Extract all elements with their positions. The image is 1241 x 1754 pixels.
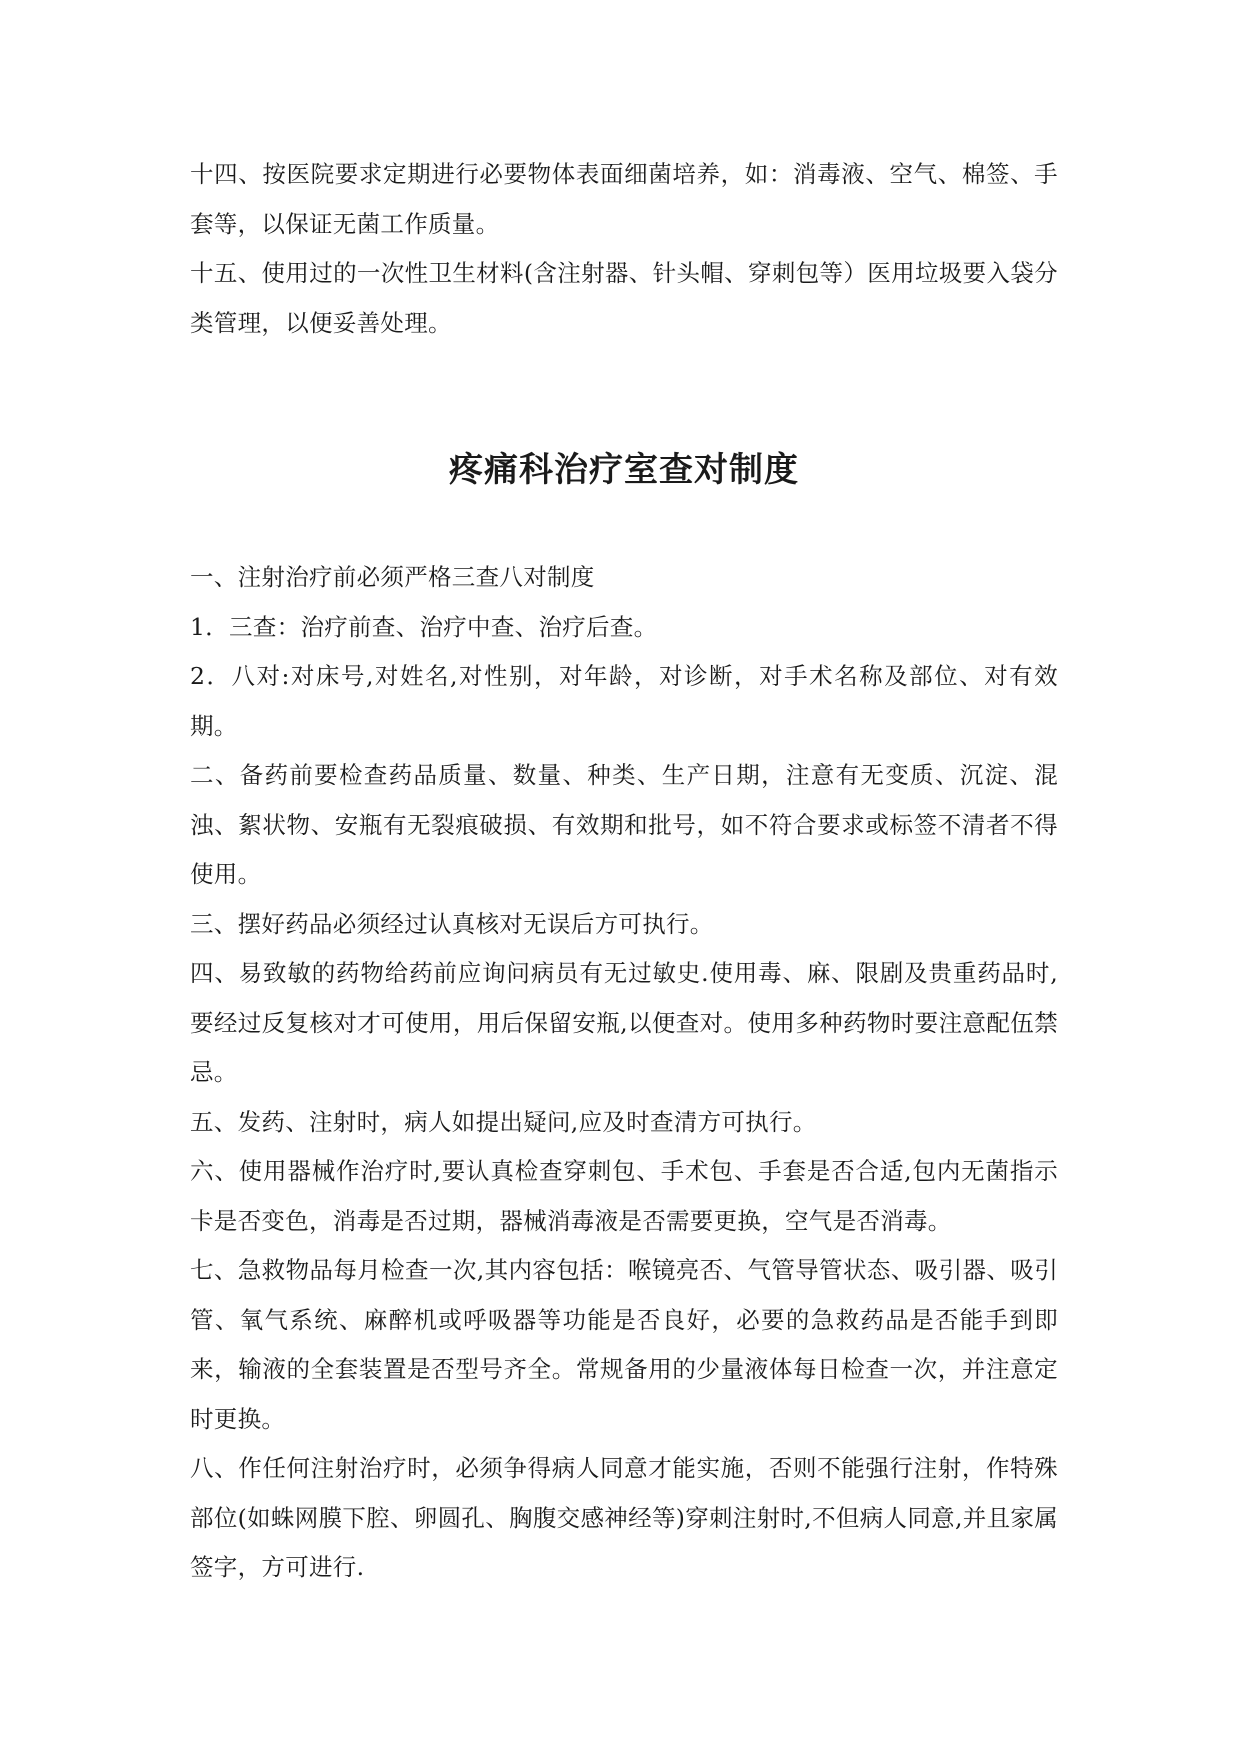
paragraph-15: 十五、使用过的一次性卫生材料(含注射器、针头帽、穿刺包等）医用垃圾要入袋分类管理，以便妥善处理。 bbox=[190, 259, 1058, 337]
paragraph-4: 四、易致敏的药物给药前应询问病员有无过敏史.使用毒、麻、限剧及贵重药品时,要经过反复核对才可使用，用后保留安瓶,以便查对。使用多种药物时要注意配伍禁忌。 bbox=[190, 959, 1058, 1086]
paragraph-14: 十四、按医院要求定期进行必要物体表面细菌培养，如：消毒液、空气、棉签、手套等，以保证无菌工作质量。 bbox=[190, 160, 1058, 238]
document-title: 疼痛科治疗室查对制度 bbox=[449, 450, 799, 490]
paragraph-7: 七、急救物品每月检查一次,其内容包括：喉镜亮否、气管导管状态、吸引器、吸引管、氧气系统、麻醉机或呼吸器等功能是否良好，必要的急救药品是否能手到即来，输液的全套装置是否型号齐全。常规备用的少量液体每日检查一次，并注意定时更换。 bbox=[190, 1256, 1058, 1433]
document-page bbox=[190, 150, 1058, 1593]
paragraph-6: 六、使用器械作治疗时,要认真检查穿刺包、手术包、手套是否合适,包内无菌指示卡是否变色，消毒是否过期，器械消毒液是否需要更换，空气是否消毒。 bbox=[190, 1157, 1058, 1235]
section-gap bbox=[190, 348, 1058, 438]
paragraph-8: 八、作任何注射治疗时，必须争得病人同意才能实施，否则不能强行注射，作特殊部位(如蛛网膜下腔、卵圆孔、胸腹交感神经等)穿刺注射时,不但病人同意,并且家属签字，方可进行. bbox=[190, 1454, 1058, 1581]
paragraph-5: 五、发药、注射时，病人如提出疑问,应及时查清方可执行。 bbox=[190, 1107, 817, 1136]
paragraph-1: 一、注射治疗前必须严格三查八对制度 bbox=[190, 563, 595, 591]
paragraph-2: 二、备药前要检查药品质量、数量、种类、生产日期，注意有无变质、沉淀、混浊、絮状物、安瓶有无裂痕破损、有效期和批号，如不符合要求或标签不清者不得使用。 bbox=[190, 761, 1058, 888]
paragraph-1-1: 1．三查：治疗前查、治疗中查、治疗后查。 bbox=[190, 612, 658, 641]
paragraph-3: 三、摆好药品必须经过认真核对无误后方可执行。 bbox=[190, 909, 714, 938]
document-body bbox=[190, 553, 1058, 1593]
paragraph-1-2: 2．八对:对床号,对姓名,对性别，对年龄，对诊断，对手术名称及部位、对有效期。 bbox=[190, 662, 1058, 740]
previous-section bbox=[190, 150, 1058, 348]
